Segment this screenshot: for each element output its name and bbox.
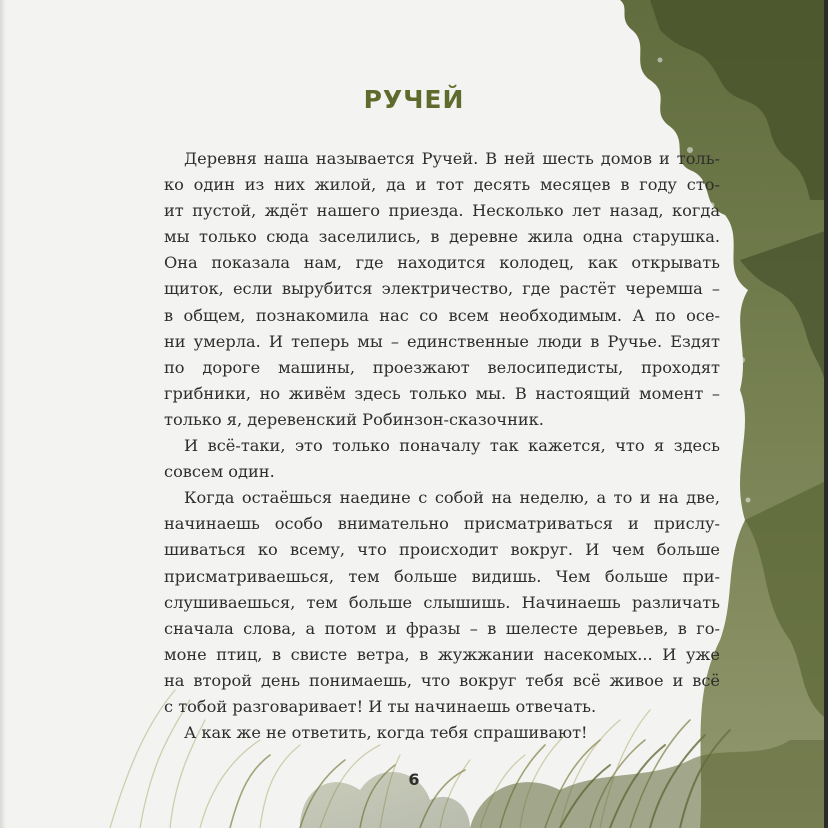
text-line: Она показала нам, где находится колодец, как открывать (164, 253, 720, 273)
text-line: грибники, но живём здесь только мы. В настоящий момент – (164, 383, 720, 403)
text-line: начинаешь особо внимательно присматриваться и прислу- (164, 514, 720, 534)
text-line: в общем, познакомила нас со всем необходимым. А по осе- (164, 305, 720, 325)
text-line: с тобой разговаривает! И ты начинаешь отвечать. (164, 696, 597, 716)
chapter-title: РУЧЕЙ (363, 85, 465, 114)
paragraph-3 (164, 485, 720, 720)
text-line: по дороге машины, проезжают велосипедисты, проходят (164, 357, 720, 377)
page-number: 6 (408, 770, 420, 789)
text-line: А как же не ответить, когда тебя спрашивают! (184, 723, 588, 743)
text-line: ни умерла. И теперь мы – единственные люди в Ручье. Ездят (164, 331, 720, 351)
chapter-body (164, 146, 720, 746)
text-line: мы только сюда заселились, в деревне жила одна старушка. (164, 227, 720, 247)
text-line: шиваться ко всему, что происходит вокруг. И чем больше (164, 540, 720, 560)
text-line: Деревня наша называется Ручей. В ней шесть домов и толь- (184, 149, 720, 168)
text-line: ко один из них жилой, да и тот десять месяцев в году сто- (164, 175, 720, 195)
paragraph-2 (164, 433, 720, 485)
paragraph-4 (164, 720, 720, 746)
text-line: ит пустой, ждёт нашего приезда. Несколько лет назад, когда (164, 201, 720, 221)
text-line: совсем один. (164, 462, 275, 482)
text-line: сначала слова, а потом и фразы – в шелесте деревьев, в го- (164, 618, 720, 638)
text-line: на второй день понимаешь, что вокруг тебя всё живое и всё (164, 670, 720, 690)
text-line: щиток, если вырубится электричество, где растёт черемша – (164, 279, 720, 299)
text-line: И всё-таки, это только поначалу так кажется, что я здесь (184, 436, 720, 456)
text-line: только я, деревенский Робинзон-сказочник. (164, 409, 544, 429)
paragraph-1 (164, 146, 720, 433)
text-line: Когда остаёшься наедине с собой на неделю, а то и на две, (184, 488, 720, 508)
text-line: присматриваешься, тем больше видишь. Чем больше при- (164, 566, 720, 586)
text-line: слушиваешься, тем больше слышишь. Начинаешь различать (164, 592, 720, 612)
page-scan-edge (824, 0, 828, 828)
text-line: моне птиц, в свисте ветра, в жужжании насекомых... И уже (164, 644, 720, 664)
